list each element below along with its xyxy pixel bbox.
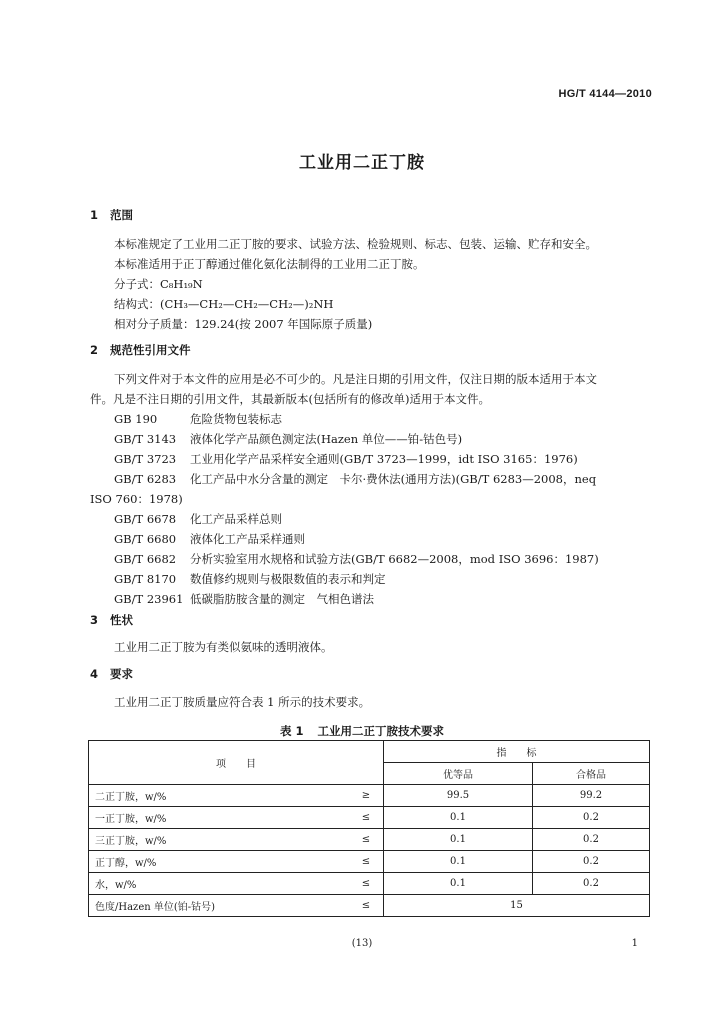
row-operator: ≥ <box>349 785 384 807</box>
section-1-number: 1 <box>90 208 99 222</box>
reference-code: GB/T 6283 <box>114 472 177 486</box>
table-row <box>89 873 650 895</box>
scope-line-2: 本标准适用于正丁醇通过催化氨化法制得的工业用二正丁胺。 <box>114 257 425 271</box>
reference-item <box>114 509 282 530</box>
reference-title: 低碳脂肪胺含量的测定 气相色谱法 <box>190 592 374 606</box>
molecular-mass: 相对分子质量：129.24(按 2007 年国际原子质量) <box>114 317 373 331</box>
reference-title: 化工产品中水分含量的测定 卡尔·费休法(通用方法)(GB/T 6283—2008，neq <box>190 472 597 486</box>
references-intro-1: 下列文件对于本文件的应用是必不可少的。凡是注日期的引用文件，仅注日期的版本适用于本文 <box>114 372 597 386</box>
structural-formula: 结构式：(CH₃—CH₂—CH₂—CH₂—)₂NH <box>114 297 334 311</box>
table-caption-label: 表 1 <box>279 724 304 738</box>
table-row <box>89 829 650 851</box>
reference-item <box>114 529 305 550</box>
reference-code: GB/T 3723 <box>114 452 177 466</box>
section-3-title: 性状 <box>110 613 133 627</box>
reference-title: 分析实验室用水规格和试验方法(GB/T 6682—2008，mod ISO 3696：1987) <box>190 552 599 566</box>
section-2-number: 2 <box>90 343 99 357</box>
reference-item <box>114 469 596 490</box>
table-row <box>89 851 650 873</box>
reference-code: GB/T 6680 <box>114 532 177 546</box>
section-2-title: 规范性引用文件 <box>110 343 191 357</box>
reference-code: GB/T 3143 <box>114 432 177 446</box>
row-operator: ≤ <box>349 829 384 851</box>
row-value-merged: 15 <box>384 895 650 917</box>
reference-title: 数值修约规则与极限数值的表示和判定 <box>190 572 386 586</box>
requirements-text: 工业用二正丁胺质量应符合表 1 所示的技术要求。 <box>114 695 371 709</box>
row-item: 三正丁胺，w/% <box>89 829 350 851</box>
reference-item <box>114 409 282 430</box>
row-item: 水，w/% <box>89 873 350 895</box>
table-caption-title: 工业用二正丁胺技术要求 <box>317 724 444 738</box>
reference-item <box>114 589 374 610</box>
reference-title: 液体化工产品采样通则 <box>190 532 305 546</box>
reference-code: GB 190 <box>114 412 158 426</box>
reference-item <box>114 449 578 470</box>
technical-requirements-table <box>88 740 650 917</box>
row-value-premium: 0.1 <box>384 807 533 829</box>
reference-continuation: ISO 760：1978) <box>90 492 183 506</box>
row-value-premium: 0.1 <box>384 829 533 851</box>
table-row <box>89 895 650 917</box>
references-intro-2: 件。凡是不注日期的引用文件，其最新版本(包括所有的修改单)适用于本文件。 <box>90 392 490 406</box>
standard-code: HG/T 4144—2010 <box>558 88 652 100</box>
table-row <box>89 785 650 807</box>
section-4-title: 要求 <box>110 667 133 681</box>
header-grade-qualified: 合格品 <box>533 763 650 785</box>
section-3-heading <box>90 612 133 628</box>
reference-code: GB/T 8170 <box>114 572 177 586</box>
reference-title: 危险货物包装标志 <box>190 412 282 426</box>
reference-item <box>114 549 599 570</box>
page-number: 1 <box>631 938 638 949</box>
reference-item <box>114 569 386 590</box>
section-4-number: 4 <box>90 667 99 681</box>
header-group: 指 标 <box>384 741 650 763</box>
page-marker: (13) <box>351 938 373 949</box>
reference-title: 化工产品采样总则 <box>190 512 282 526</box>
section-1-heading <box>90 207 133 223</box>
table-header-row <box>89 741 650 763</box>
section-1-title: 范围 <box>110 208 133 222</box>
table-caption <box>0 723 724 739</box>
row-value-qualified: 0.2 <box>533 873 650 895</box>
section-4-heading <box>90 666 133 682</box>
row-value-qualified: 0.2 <box>533 807 650 829</box>
section-2-heading <box>90 342 191 358</box>
table-row <box>89 807 650 829</box>
reference-code: GB/T 6678 <box>114 512 177 526</box>
row-value-premium: 0.1 <box>384 873 533 895</box>
properties-text: 工业用二正丁胺为有类似氨味的透明液体。 <box>114 640 333 654</box>
header-item: 项 目 <box>89 741 384 785</box>
row-value-premium: 99.5 <box>384 785 533 807</box>
row-item: 正丁醇，w/% <box>89 851 350 873</box>
scope-line-1: 本标准规定了工业用二正丁胺的要求、试验方法、检验规则、标志、包装、运输、贮存和安全。 <box>114 237 597 251</box>
row-operator: ≤ <box>349 807 384 829</box>
row-operator: ≤ <box>349 851 384 873</box>
reference-title: 工业用化学产品采样安全通则(GB/T 3723—1999，idt ISO 3165：1976) <box>190 452 578 466</box>
reference-item <box>114 429 462 450</box>
row-value-qualified: 0.2 <box>533 829 650 851</box>
row-operator: ≤ <box>349 895 384 917</box>
row-item: 二正丁胺，w/% <box>89 785 350 807</box>
reference-code: GB/T 23961 <box>114 592 184 606</box>
row-value-premium: 0.1 <box>384 851 533 873</box>
reference-title: 液体化学产品颜色测定法(Hazen 单位——铂-钴色号) <box>190 432 463 446</box>
row-value-qualified: 99.2 <box>533 785 650 807</box>
row-item: 一正丁胺，w/% <box>89 807 350 829</box>
row-value-qualified: 0.2 <box>533 851 650 873</box>
molecular-formula: 分子式：C₈H₁₉N <box>114 277 203 291</box>
section-3-number: 3 <box>90 613 99 627</box>
document-title: 工业用二正丁胺 <box>299 153 425 173</box>
reference-code: GB/T 6682 <box>114 552 177 566</box>
row-item: 色度/Hazen 单位(铂-钴号) <box>89 895 350 917</box>
header-grade-premium: 优等品 <box>384 763 533 785</box>
row-operator: ≤ <box>349 873 384 895</box>
